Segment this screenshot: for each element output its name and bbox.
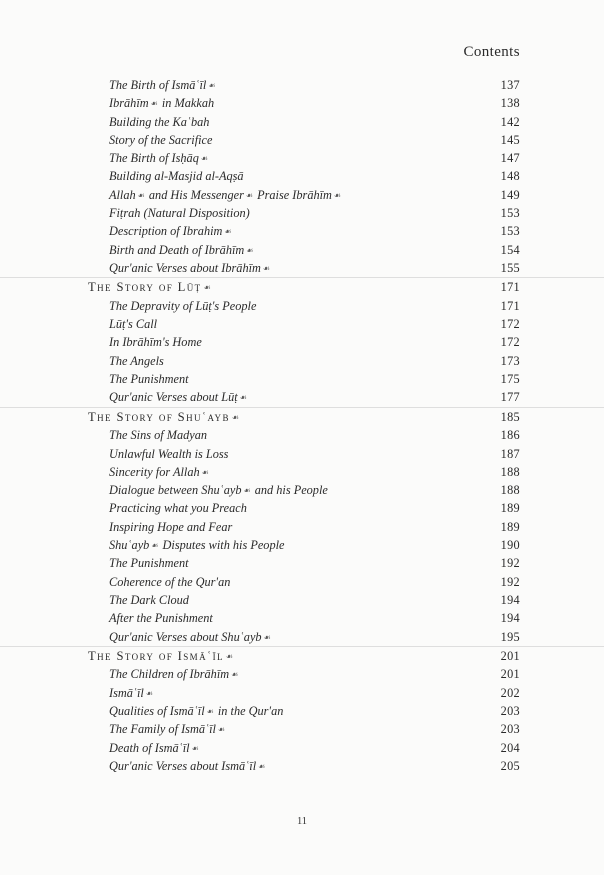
- entry-page-number: 195: [500, 629, 520, 644]
- entry-page-number: 149: [500, 187, 520, 202]
- entry-page-number: 138: [500, 96, 520, 111]
- toc-entry-row[interactable]: [0, 536, 604, 554]
- toc-entry-title: [109, 94, 214, 113]
- toc-entry-title: [109, 739, 200, 758]
- entry-page-number: 172: [500, 317, 520, 332]
- honorific-icon: ☙: [150, 99, 158, 109]
- toc-entry-title: [109, 167, 244, 185]
- toc-entry-title: [109, 684, 154, 703]
- toc-entry-title: [109, 333, 202, 351]
- toc-entry-row[interactable]: [0, 499, 604, 517]
- toc-entry-row[interactable]: [0, 241, 604, 259]
- entry-page-number: 204: [500, 740, 520, 755]
- toc-entry-row[interactable]: [0, 352, 604, 370]
- honorific-icon: ☙: [231, 412, 241, 422]
- entry-title-suffix: and his People: [251, 483, 328, 498]
- entry-title-text: Qur'anic Verses about Ibrāhīm: [109, 260, 261, 275]
- honorific-icon: ☙: [191, 743, 199, 753]
- section-heading-row[interactable]: [0, 646, 604, 666]
- section-heading-row[interactable]: [0, 407, 604, 427]
- entry-page-number: 171: [500, 298, 520, 313]
- entry-title-text: Building the Kaʿbah: [109, 114, 210, 129]
- entry-title-text: Inspiring Hope and Fear: [109, 519, 233, 534]
- toc-entry-row[interactable]: [0, 665, 604, 683]
- entry-title-text: The Dark Cloud: [109, 592, 189, 607]
- entry-page-number: 194: [500, 592, 520, 607]
- entry-page-number: 188: [500, 483, 520, 498]
- entry-title-text: Description of Ibrahim: [109, 224, 223, 239]
- honorific-icon: ☙: [263, 632, 271, 642]
- entry-title-text: In Ibrāhīm's Home: [109, 335, 202, 350]
- honorific-icon: ☙: [333, 190, 342, 200]
- toc-entry-row[interactable]: [0, 720, 604, 738]
- entry-page-number: 153: [500, 206, 520, 221]
- entry-page-number: 186: [500, 428, 520, 443]
- toc-entry-title: [109, 518, 232, 536]
- toc-entry-title: [109, 757, 266, 776]
- section-heading-title: [88, 647, 235, 666]
- entry-title-text: The Punishment: [109, 372, 189, 387]
- honorific-icon: ☙: [201, 467, 209, 477]
- toc-entry-row[interactable]: [0, 554, 604, 572]
- entry-title-text: The Family of Ismāʿīl: [109, 722, 216, 737]
- entry-title-suffix: Disputes with his People: [159, 538, 285, 553]
- toc-entry-title: [109, 370, 189, 388]
- toc-entry-title: [109, 481, 328, 500]
- toc-entry-row[interactable]: [0, 702, 604, 720]
- entry-page-number: 189: [500, 501, 520, 516]
- honorific-icon: ☙: [137, 190, 145, 200]
- toc-entry-row[interactable]: [0, 113, 604, 131]
- toc-entry-row[interactable]: [0, 204, 604, 222]
- entry-page-number: 175: [500, 372, 520, 387]
- toc-entry-title: [109, 628, 272, 647]
- honorific-icon: ☙: [239, 393, 247, 403]
- entry-title-text: The Story of Lūṭ: [88, 280, 202, 295]
- toc-entry-title: [109, 665, 239, 684]
- entry-title-text: Building al-Masjid al-Aqṣā: [109, 169, 244, 184]
- entry-title-text: The Punishment: [109, 556, 189, 571]
- entry-page-number: 189: [500, 519, 520, 534]
- section-heading-title: [88, 278, 213, 297]
- entry-page-number: 194: [500, 611, 520, 626]
- table-of-contents: [0, 76, 604, 775]
- honorific-icon: ☙: [231, 670, 239, 680]
- entry-page-number: 202: [500, 685, 520, 700]
- entry-title-text: Story of the Sacrifice: [109, 132, 213, 147]
- toc-entry-title: [109, 388, 248, 407]
- entry-title-text: Shuʿayb: [109, 538, 150, 553]
- entry-page-number: 154: [500, 242, 520, 257]
- toc-entry-title: [109, 463, 210, 482]
- entry-title-text: Birth and Death of Ibrāhīm: [109, 242, 245, 257]
- entry-title-suffix: in the Qur'an: [214, 703, 284, 718]
- entry-title-text: Death of Ismāʿīl: [109, 740, 190, 755]
- entry-title-text: Fiṭrah (Natural Disposition): [109, 206, 250, 221]
- entry-page-number: 172: [500, 335, 520, 350]
- toc-entry-row[interactable]: [0, 167, 604, 185]
- entry-title-text: Dialogue between Shuʿayb: [109, 483, 242, 498]
- toc-entry-title: [109, 445, 228, 463]
- entry-title-text: The Depravity of Lūṭ's People: [109, 298, 257, 313]
- toc-entry-row[interactable]: [0, 76, 604, 94]
- entry-page-number: 137: [500, 78, 520, 92]
- entry-page-number: 177: [500, 390, 520, 405]
- entry-page-number: 187: [500, 446, 520, 461]
- entry-page-number: 153: [500, 224, 520, 239]
- entry-title-suffix: and His Messenger: [145, 187, 244, 202]
- toc-entry-row[interactable]: [0, 609, 604, 627]
- section-heading-title: [88, 408, 241, 427]
- toc-entry-row[interactable]: [0, 370, 604, 388]
- entry-title-text: Sincerity for Allah: [109, 464, 200, 479]
- toc-entry-row[interactable]: [0, 739, 604, 757]
- toc-entry-row[interactable]: [0, 481, 604, 499]
- honorific-icon: ☙: [203, 283, 213, 293]
- section-page-number: 185: [500, 409, 520, 424]
- section-page-number: 201: [500, 648, 520, 663]
- honorific-icon: ☙: [224, 227, 232, 237]
- entry-page-number: 203: [500, 722, 520, 737]
- toc-entry-title: [109, 204, 250, 222]
- toc-entry-title: [109, 573, 230, 591]
- page-number: 11: [296, 816, 308, 827]
- toc-entry-row[interactable]: [0, 426, 604, 444]
- toc-entry-title: [109, 149, 209, 168]
- toc-entry-title: [109, 702, 283, 721]
- honorific-icon: ☙: [217, 725, 226, 735]
- toc-entry-row[interactable]: [0, 315, 604, 333]
- entry-title-text: Ibrāhīm: [109, 96, 149, 111]
- entry-page-number: 203: [500, 703, 520, 718]
- honorific-icon: ☙: [206, 706, 214, 716]
- entry-page-number: 145: [500, 132, 520, 147]
- entry-page-number: 147: [500, 151, 520, 166]
- entry-page-number: 173: [500, 353, 520, 368]
- entry-title-text: The Birth of Isḥāq: [109, 151, 199, 166]
- toc-entry-title: [109, 720, 226, 739]
- entry-title-text: Qualities of Ismāʿīl: [109, 703, 205, 718]
- toc-entry-title: [109, 426, 207, 444]
- entry-page-number: 148: [500, 169, 520, 184]
- toc-entry-row[interactable]: [0, 186, 604, 204]
- entry-page-number: 205: [500, 758, 520, 773]
- toc-entry-row[interactable]: [0, 628, 604, 646]
- toc-entry-row[interactable]: [0, 518, 604, 536]
- entry-page-number: 190: [500, 538, 520, 553]
- toc-entry-title: [109, 113, 209, 131]
- entry-title-text: Allah: [109, 187, 136, 202]
- entry-title-text: The Birth of Ismāʿīl: [109, 78, 207, 92]
- toc-entry-row[interactable]: [0, 445, 604, 463]
- honorific-icon: ☙: [145, 688, 154, 698]
- toc-entry-title: [109, 352, 164, 370]
- toc-entry-title: [109, 131, 212, 149]
- toc-entry-title: [109, 315, 157, 333]
- entry-title-text: Practicing what you Preach: [109, 501, 247, 516]
- toc-entry-row[interactable]: [0, 591, 604, 609]
- entry-title-text: Qur'anic Verses about Lūṭ: [109, 390, 238, 405]
- toc-entry-title: [109, 76, 217, 95]
- entry-page-number: 201: [500, 667, 520, 682]
- toc-entry-row[interactable]: [0, 333, 604, 351]
- entry-title-text: Unlawful Wealth is Loss: [109, 446, 229, 461]
- entry-title-text: Ismāʿīl: [109, 685, 144, 700]
- entry-title-suffix: Praise Ibrāhīm: [254, 187, 332, 202]
- toc-entry-title: [109, 591, 189, 609]
- section-heading-row[interactable]: [0, 277, 604, 297]
- toc-entry-row[interactable]: [0, 684, 604, 702]
- entry-title-text: The Story of Shuʿayb: [88, 409, 230, 424]
- toc-entry-row[interactable]: [0, 757, 604, 775]
- entry-title-text: Qur'anic Verses about Ismāʿīl: [109, 758, 257, 773]
- honorific-icon: ☙: [151, 541, 159, 551]
- toc-entry-row[interactable]: [0, 573, 604, 591]
- entry-title-text: Qur'anic Verses about Shuʿayb: [109, 629, 262, 644]
- entry-title-text: After the Punishment: [109, 611, 213, 626]
- entry-title-suffix: in Makkah: [158, 96, 215, 111]
- entry-title-text: Coherence of the Qur'an: [109, 574, 231, 589]
- honorific-icon: ☙: [243, 486, 251, 496]
- honorific-icon: ☙: [208, 81, 216, 90]
- page-header-title: Contents: [463, 44, 520, 60]
- entry-page-number: 192: [500, 556, 520, 571]
- toc-entry-row[interactable]: [0, 131, 604, 149]
- toc-entry-title: [109, 609, 213, 627]
- toc-entry-row[interactable]: [0, 297, 604, 315]
- entry-page-number: 155: [500, 260, 520, 275]
- honorific-icon: ☙: [245, 190, 254, 200]
- toc-entry-title: [109, 259, 271, 278]
- toc-entry-row[interactable]: [0, 149, 604, 167]
- entry-page-number: 188: [500, 464, 520, 479]
- entry-title-text: Lūṭ's Call: [109, 317, 158, 332]
- toc-entry-title: [109, 186, 342, 205]
- entry-title-text: The Sins of Madyan: [109, 428, 208, 443]
- toc-entry-row[interactable]: [0, 463, 604, 481]
- toc-entry-title: [109, 554, 189, 572]
- entry-title-text: The Story of Ismāʿīl: [88, 648, 224, 663]
- toc-entry-title: [109, 499, 247, 517]
- honorific-icon: ☙: [258, 761, 266, 771]
- entry-page-number: 142: [500, 114, 520, 129]
- honorific-icon: ☙: [246, 245, 254, 255]
- toc-entry-row[interactable]: [0, 259, 604, 277]
- toc-entry-title: [109, 297, 256, 315]
- honorific-icon: ☙: [262, 263, 271, 273]
- toc-entry-row[interactable]: [0, 388, 604, 406]
- section-page-number: 171: [500, 280, 520, 295]
- toc-entry-title: [109, 536, 284, 555]
- entry-title-text: The Angels: [109, 353, 164, 368]
- toc-entry-row[interactable]: [0, 94, 604, 112]
- toc-entry-row[interactable]: [0, 222, 604, 240]
- toc-entry-title: [109, 241, 254, 260]
- honorific-icon: ☙: [225, 651, 235, 661]
- toc-entry-title: [109, 222, 233, 241]
- entry-page-number: 192: [500, 574, 520, 589]
- entry-title-text: The Children of Ibrāhīm: [109, 667, 230, 682]
- honorific-icon: ☙: [200, 154, 209, 164]
